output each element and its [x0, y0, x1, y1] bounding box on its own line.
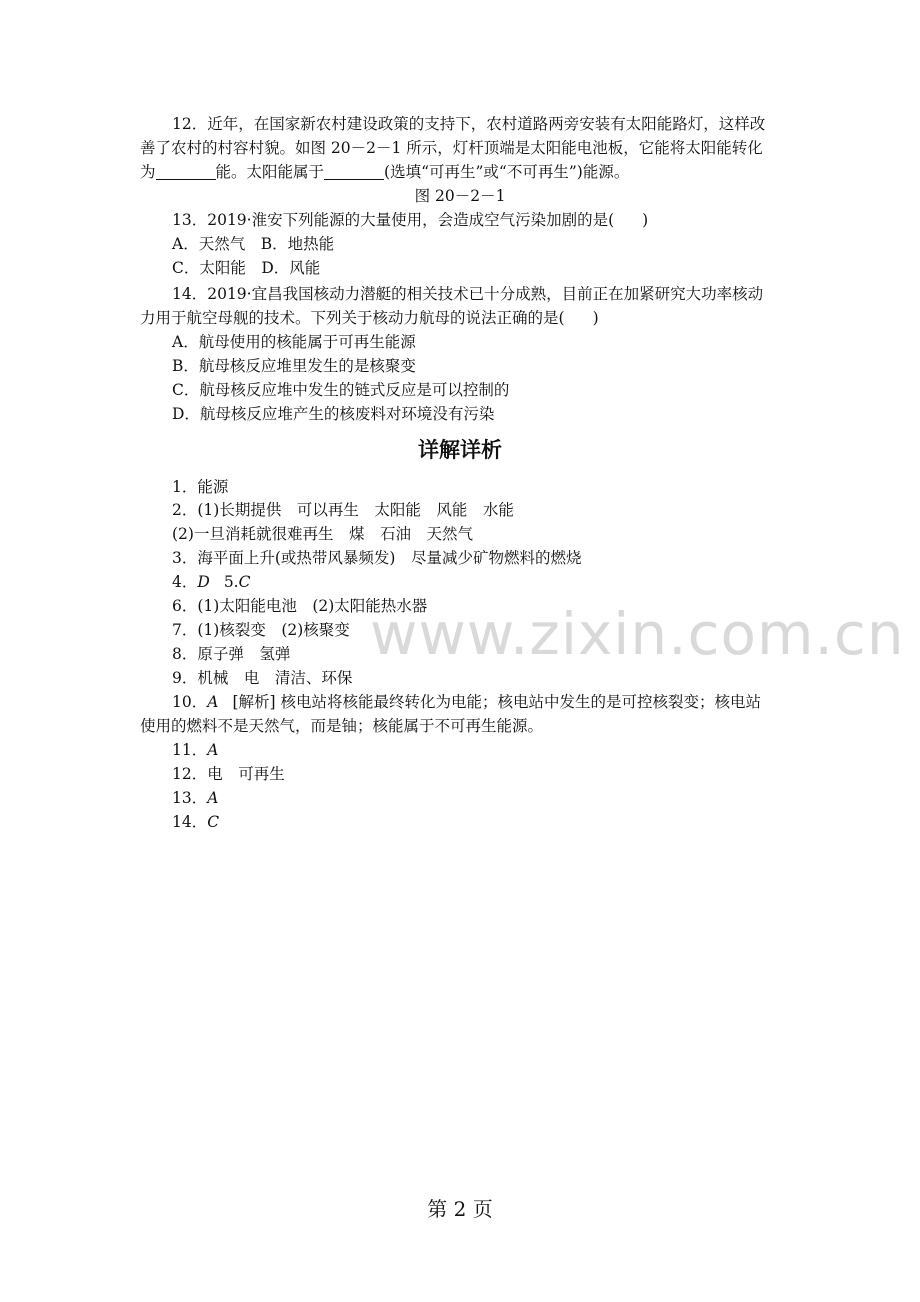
- answer-2-part2: (2)一旦消耗就很难再生 煤 石油 天然气: [172, 525, 473, 543]
- q14-line2-close: ): [592, 309, 599, 327]
- answer-10-tag: [解析]: [232, 693, 276, 711]
- answer-14: [172, 810, 790, 834]
- page-number: 第 2 页: [427, 1197, 493, 1221]
- q12-line3-b: 能。太阳能属于: [215, 163, 325, 181]
- q14-option-c: C．航母核反应堆中发生的链式反应是可以控制的: [172, 381, 510, 399]
- answer-14-num: 14．: [172, 813, 208, 831]
- q13-stem: [172, 208, 790, 232]
- answer-12: 12．电 可再生: [172, 765, 285, 783]
- answer-6: 6．(1)太阳能电池 (2)太阳能热水器: [172, 597, 428, 615]
- answer-10-num: 10．: [172, 693, 208, 711]
- answer-11: [172, 738, 790, 762]
- answer-10-value: A: [207, 693, 219, 711]
- answer-10-line1: [172, 690, 790, 714]
- answer-2-part1: 2．(1)长期提供 可以再生 太阳能 风能 水能: [172, 501, 514, 519]
- answer-13-num: 13．: [172, 789, 208, 807]
- q12-line3: [140, 160, 790, 184]
- answer-9: 9．机械 电 清洁、环保: [172, 669, 353, 687]
- q12-line3-a: 为: [140, 163, 156, 181]
- answer-10-text1: 核电站将核能最终转化为电能；核电站中发生的是可控核裂变；核电站: [275, 693, 761, 711]
- answer-1: 1．能源: [172, 478, 229, 496]
- q12-line2: 善了农村的村容村貌。如图 20－2－1 所示，灯杆顶端是太阳能电池板，它能将太阳能转化: [140, 139, 763, 157]
- fill-blank-1[interactable]: [156, 164, 216, 180]
- q13-stem-text: 13．2019·淮安下列能源的大量使用，会造成空气污染加剧的是(: [172, 211, 615, 229]
- q14-option-b: B．航母核反应堆里发生的是核聚变: [172, 357, 416, 375]
- answer-4-5: [172, 570, 790, 594]
- answer-14-value: C: [207, 813, 220, 831]
- q13-stem-close: ): [642, 211, 649, 229]
- answer-11-num: 11．: [172, 741, 208, 759]
- q14-line2: [140, 306, 790, 330]
- q14-option-d: D．航母核反应堆产生的核废料对环境没有污染: [172, 405, 495, 423]
- answer-3: 3．海平面上升(或热带风暴频发) 尽量减少矿物燃料的燃烧: [172, 549, 582, 567]
- q12-line1: 12．近年，在国家新农村建设政策的支持下，农村道路两旁安装有太阳能路灯，这样改: [172, 115, 766, 133]
- answer-13: [172, 786, 790, 810]
- answers-title: 详解详析: [418, 438, 502, 462]
- figure-caption: 图 20－2－1: [414, 187, 506, 205]
- q13-options-cd: C．太阳能 D．风能: [172, 259, 321, 277]
- answer-13-value: A: [207, 789, 219, 807]
- answer-8: 8．原子弹 氢弹: [172, 645, 291, 663]
- answer-5-num: 5.: [223, 573, 239, 591]
- q14-line2-text: 力用于航空母舰的技术。下列关于核动力航母的说法正确的是(: [140, 309, 565, 327]
- q13-options-ab: A．天然气 B．地热能: [172, 235, 335, 253]
- watermark: www.zixin.com.cn: [370, 600, 905, 668]
- q14-option-a: A．航母使用的核能属于可再生能源: [172, 333, 416, 351]
- fill-blank-2[interactable]: [324, 164, 384, 180]
- q12-line3-c: (选填“可再生”或“不可再生”)能源。: [384, 163, 630, 181]
- q14-line1: 14．2019·宜昌我国核动力潜艇的相关技术已十分成熟，目前正在加紧研究大功率核动: [172, 285, 764, 303]
- answer-11-value: A: [207, 741, 219, 759]
- answer-7: 7．(1)核裂变 (2)核聚变: [172, 621, 350, 639]
- answer-4-value: D: [197, 573, 210, 591]
- answer-10-line2: 使用的燃料不是天然气，而是铀；核能属于不可再生能源。: [140, 717, 544, 735]
- answer-5-value: C: [238, 573, 251, 591]
- answer-4-num: 4．: [172, 573, 198, 591]
